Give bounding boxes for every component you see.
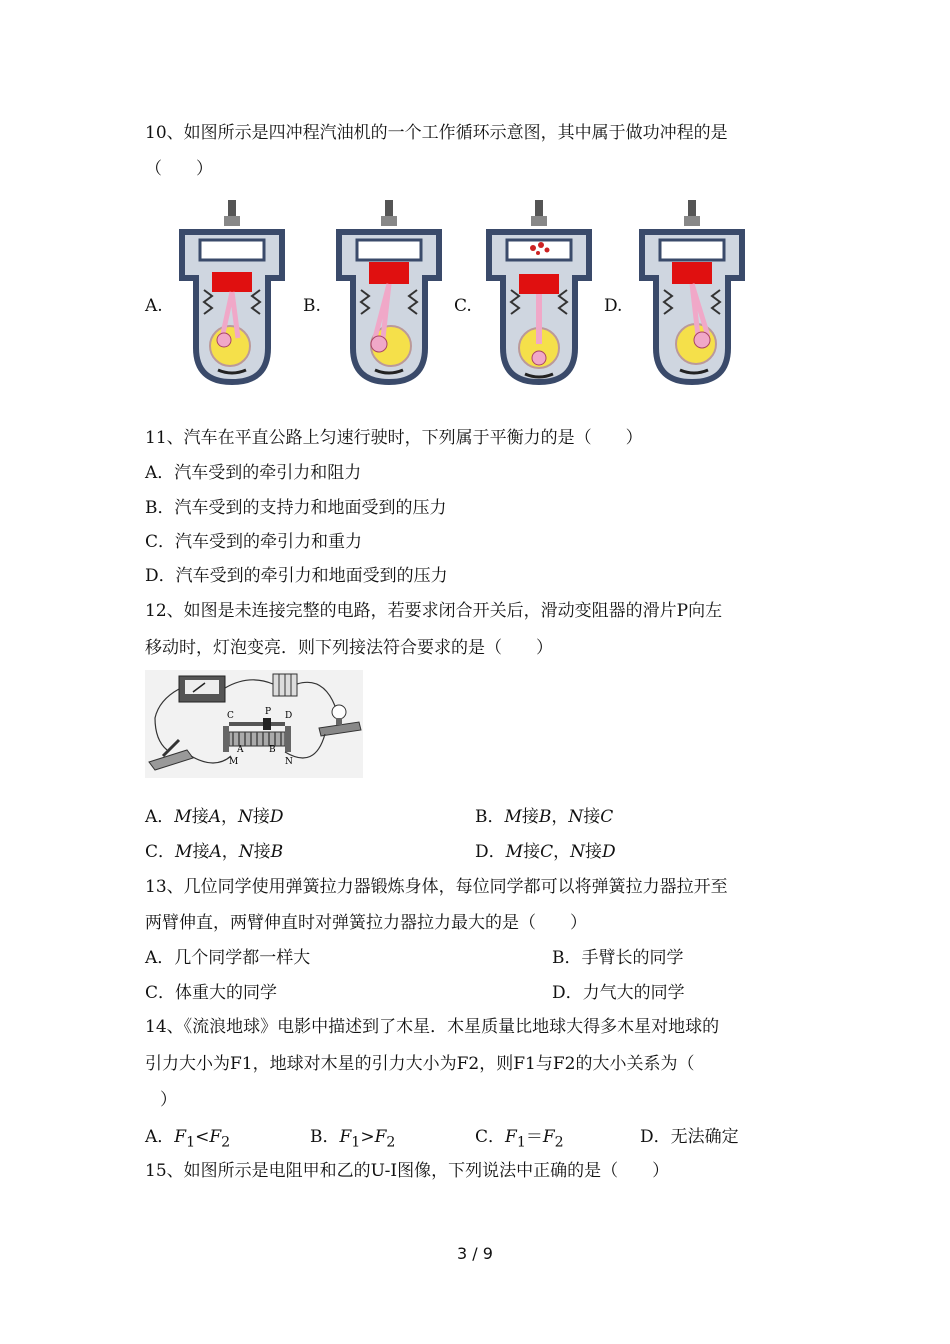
circuit-diagram xyxy=(145,670,363,778)
q14-stem-line3: ） xyxy=(160,1090,177,1110)
battery-icon xyxy=(273,674,297,696)
label-c: C xyxy=(227,711,234,721)
q10-option-a-label: A. xyxy=(145,296,163,316)
label-d: D xyxy=(285,711,293,721)
label-n: N xyxy=(285,757,293,767)
spark-plug-icon xyxy=(381,200,397,226)
q14-option-a: A．$F_1<F_2$ xyxy=(145,1127,231,1151)
q12-option-c: C．M接A，N接B xyxy=(145,842,284,862)
q11-option-c: C．汽车受到的牵引力和重力 xyxy=(145,532,363,552)
label-m: M xyxy=(229,757,239,767)
label-b: B xyxy=(269,745,276,755)
q12-option-d: D．M接C，N接D xyxy=(475,842,616,862)
q12-stem-line1: 12、如图是未连接完整的电路，若要求闭合开关后，滑动变阻器的滑片P向左 xyxy=(145,601,723,621)
engine-diagram-d xyxy=(636,198,748,386)
q14-option-b: B．$F_1>F_2$ xyxy=(310,1127,396,1151)
q10-option-c-label: C. xyxy=(454,296,472,316)
engine-diagram-c xyxy=(483,198,595,386)
q14-option-c: C．$F_1=F_2$ xyxy=(475,1127,564,1151)
spark-plug-icon xyxy=(684,200,700,226)
q15-stem: 15、如图所示是电阻甲和乙的U-I图像，下列说法中正确的是（ ） xyxy=(145,1161,670,1181)
q13-option-b: B．手臂长的同学 xyxy=(552,948,684,968)
crank-wheel xyxy=(210,326,250,366)
q13-option-a: A．几个同学都一样大 xyxy=(145,948,311,968)
label-a: A xyxy=(237,745,244,755)
engine-diagram-a xyxy=(176,198,288,386)
q11-stem: 11、汽车在平直公路上匀速行驶时，下列属于平衡力的是（ ） xyxy=(145,428,643,448)
q10-stem-line1: 10、如图所示是四冲程汽油机的一个工作循环示意图，其中属于做功冲程的是 xyxy=(145,123,728,143)
q11-option-b: B．汽车受到的支持力和地面受到的压力 xyxy=(145,498,447,518)
q12-stem-line2: 移动时，灯泡变亮．则下列接法符合要求的是（ ） xyxy=(145,638,553,658)
q10-option-d-label: D. xyxy=(604,296,623,316)
spark-plug-icon xyxy=(224,200,240,226)
q13-option-d: D．力气大的同学 xyxy=(552,983,685,1003)
piston xyxy=(519,274,559,294)
q10-option-b-label: B. xyxy=(303,296,321,316)
piston xyxy=(212,272,252,292)
piston xyxy=(369,262,409,284)
q11-option-a: A．汽车受到的牵引力和阻力 xyxy=(145,463,362,483)
q12-option-a: A．M接A，N接D xyxy=(145,807,284,827)
q14-stem-line2: 引力大小为F1，地球对木星的引力大小为F2，则F1与F2的大小关系为（ xyxy=(145,1054,695,1074)
piston xyxy=(672,262,712,284)
q11-option-d: D．汽车受到的牵引力和地面受到的压力 xyxy=(145,566,448,586)
q14-stem-line1: 14、《流浪地球》电影中描述到了木星．木星质量比地球大得多木星对地球的 xyxy=(145,1017,720,1037)
ammeter-icon xyxy=(179,676,225,702)
page-number: 3 / 9 xyxy=(457,1244,493,1263)
q13-stem-line1: 13、几位同学使用弹簧拉力器锻炼身体，每位同学都可以将弹簧拉力器拉开至 xyxy=(145,877,728,897)
q12-option-b: B．M接B，N接C xyxy=(475,807,614,827)
engine-diagram-b xyxy=(333,198,445,386)
q14-option-d: D．无法确定 xyxy=(640,1127,739,1147)
q13-option-c: C．体重大的同学 xyxy=(145,983,278,1003)
label-p: P xyxy=(265,707,272,717)
spark-plug-icon xyxy=(531,200,547,226)
q13-stem-line2: 两臂伸直，两臂伸直时对弹簧拉力器拉力最大的是（ ） xyxy=(145,913,587,933)
q10-stem-line2: （ ） xyxy=(145,159,213,179)
